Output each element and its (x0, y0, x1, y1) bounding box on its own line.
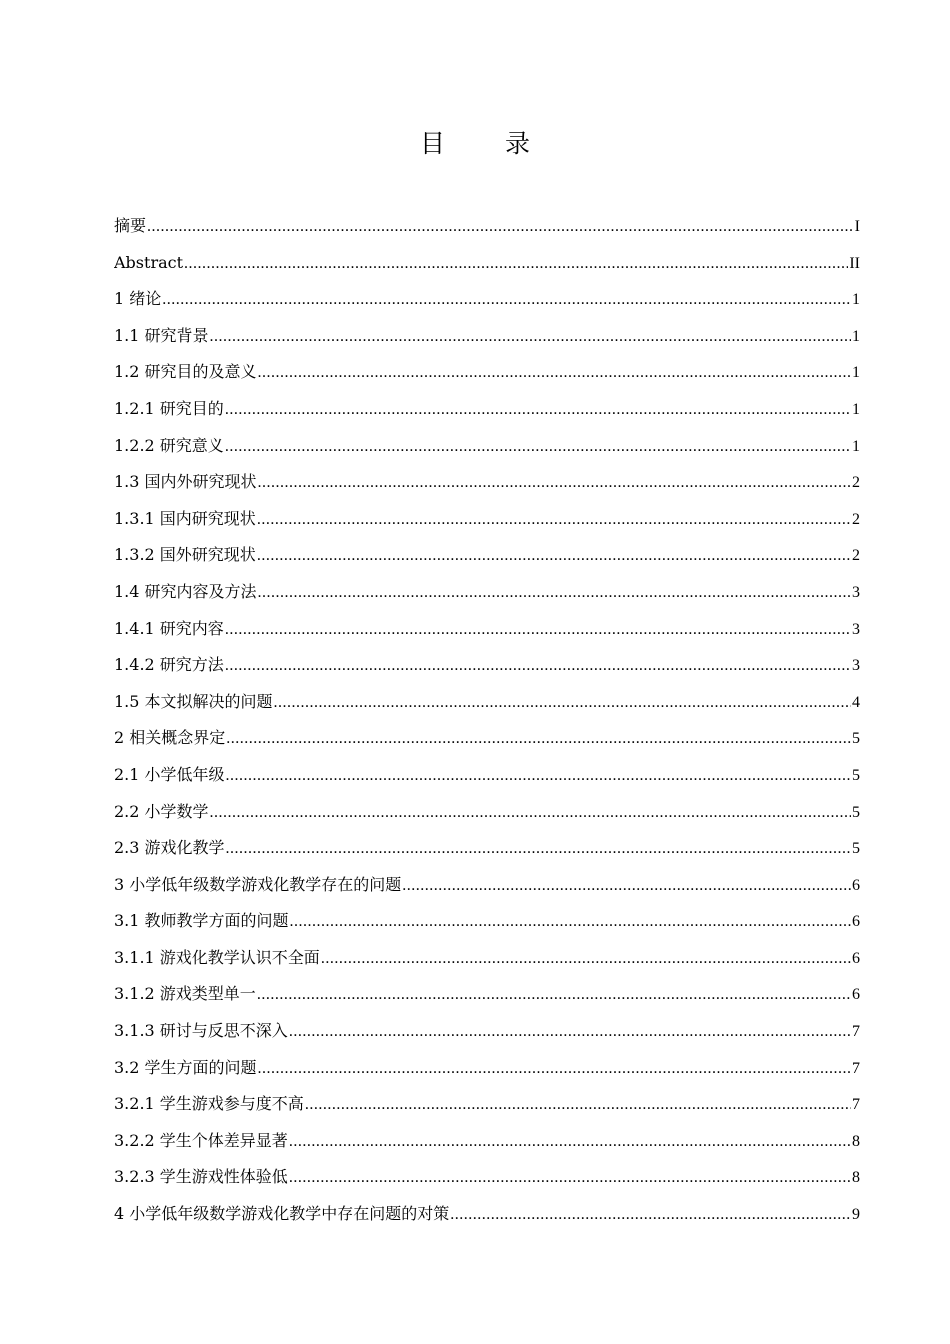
toc-entry-page-number: 6 (852, 876, 860, 894)
toc-entry[interactable] (114, 1196, 860, 1233)
toc-entry[interactable] (114, 1013, 860, 1050)
toc-entry-page-number: 8 (852, 1169, 860, 1187)
toc-entry-label: 1.2.1 研究目的 (114, 398, 224, 418)
toc-entry[interactable] (114, 830, 860, 867)
toc-entry-label: Abstract (114, 252, 184, 272)
toc-entry-page-number: 5 (852, 803, 860, 821)
toc-entry[interactable] (114, 1086, 860, 1123)
toc-dot-leader (258, 575, 851, 611)
toc-entry[interactable] (114, 501, 860, 538)
toc-entry[interactable] (114, 391, 860, 428)
toc-dot-leader (257, 977, 851, 1013)
toc-dot-leader (289, 1160, 851, 1196)
toc-dot-leader (210, 795, 851, 831)
toc-entry[interactable] (114, 757, 860, 794)
toc-entry-label: 1 绪论 (114, 289, 162, 309)
toc-entry-page-number: 3 (852, 657, 860, 675)
toc-entry-page-number: 6 (852, 986, 860, 1004)
toc-list (114, 208, 860, 1233)
toc-entry-label: 2.1 小学低年级 (114, 764, 225, 784)
toc-entry-label: 1.4.1 研究内容 (114, 618, 224, 638)
toc-entry-page-number: 6 (852, 949, 860, 967)
toc-entry-label: 1.5 本文拟解决的问题 (114, 691, 273, 711)
toc-dot-leader (258, 355, 851, 391)
toc-dot-leader (321, 941, 851, 977)
toc-entry-label: 2 相关概念界定 (114, 728, 226, 748)
toc-dot-leader (257, 538, 851, 574)
toc-entry-label: 3.1 教师教学方面的问题 (114, 911, 289, 931)
toc-entry-page-number: 2 (852, 547, 860, 565)
toc-entry-label: 3.1.3 研讨与反思不深入 (114, 1021, 288, 1041)
toc-entry[interactable] (114, 684, 860, 721)
toc-entry-label: 3 小学低年级数学游戏化教学存在的问题 (114, 874, 402, 894)
toc-entry[interactable] (114, 794, 860, 831)
toc-entry[interactable] (114, 1123, 860, 1160)
toc-entry-label: 3.2 学生方面的问题 (114, 1057, 257, 1077)
toc-entry-label: 1.3.2 国外研究现状 (114, 545, 256, 565)
toc-entry-page-number: 2 (852, 474, 860, 492)
toc-dot-leader (289, 1014, 851, 1050)
toc-entry[interactable] (114, 354, 860, 391)
toc-entry-label: 3.2.2 学生个体差异显著 (114, 1130, 288, 1150)
toc-entry-page-number: 9 (852, 1206, 860, 1224)
toc-entry-label: 1.4.2 研究方法 (114, 655, 224, 675)
toc-entry-label: 1.3.1 国内研究现状 (114, 508, 256, 528)
toc-dot-leader (147, 209, 854, 245)
toc-entry-page-number: 1 (852, 327, 860, 345)
toc-title: 目 录 (420, 129, 556, 158)
toc-entry[interactable] (114, 208, 860, 245)
toc-dot-leader (274, 685, 851, 721)
toc-dot-leader (210, 319, 851, 355)
toc-entry-page-number: 4 (852, 693, 860, 711)
toc-entry-page-number: 5 (852, 730, 860, 748)
toc-entry[interactable] (114, 464, 860, 501)
toc-entry[interactable] (114, 976, 860, 1013)
toc-entry-page-number: 7 (852, 1023, 860, 1041)
toc-dot-leader (226, 758, 851, 794)
toc-dot-leader (162, 282, 851, 318)
toc-entry[interactable] (114, 720, 860, 757)
toc-entry-label: 2.3 游戏化教学 (114, 838, 225, 858)
toc-entry-label: 摘要 (114, 216, 147, 235)
toc-entry-label: 3.1.1 游戏化教学认识不全面 (114, 947, 320, 967)
toc-entry[interactable] (114, 1050, 860, 1087)
toc-dot-leader (305, 1087, 851, 1123)
toc-entry-label: 2.2 小学数学 (114, 801, 209, 821)
toc-entry-page-number: 6 (852, 913, 860, 931)
toc-entry-page-number: 1 (852, 400, 860, 418)
toc-entry-page-number: 1 (852, 437, 860, 455)
toc-entry-label: 1.2 研究目的及意义 (114, 362, 257, 382)
toc-entry-label: 4 小学低年级数学游戏化教学中存在问题的对策 (114, 1204, 450, 1224)
toc-entry-page-number: II (849, 254, 860, 272)
toc-entry-label: 1.3 国内外研究现状 (114, 472, 257, 492)
toc-entry-page-number: 2 (852, 510, 860, 528)
toc-entry-label: 1.4 研究内容及方法 (114, 581, 257, 601)
toc-entry[interactable] (114, 903, 860, 940)
toc-dot-leader (289, 1124, 851, 1160)
toc-entry[interactable] (114, 647, 860, 684)
toc-dot-leader (290, 904, 851, 940)
toc-dot-leader (225, 612, 851, 648)
toc-dot-leader (226, 831, 851, 867)
toc-entry-page-number: 3 (852, 620, 860, 638)
toc-entry-page-number: 1 (852, 291, 860, 309)
toc-entry[interactable] (114, 1159, 860, 1196)
toc-dot-leader (450, 1197, 851, 1233)
toc-entry-page-number: 5 (852, 766, 860, 784)
toc-dot-leader (225, 648, 851, 684)
toc-entry[interactable] (114, 611, 860, 648)
toc-entry[interactable] (114, 867, 860, 904)
toc-entry-page-number: 7 (852, 1059, 860, 1077)
toc-dot-leader (258, 465, 851, 501)
toc-dot-leader (258, 1051, 851, 1087)
toc-entry-page-number: 8 (852, 1132, 860, 1150)
toc-dot-leader (226, 721, 851, 757)
toc-dot-leader (184, 246, 848, 282)
toc-dot-leader (402, 868, 851, 904)
toc-dot-leader (225, 429, 851, 465)
toc-entry[interactable] (114, 428, 860, 465)
toc-entry[interactable] (114, 574, 860, 611)
toc-entry[interactable] (114, 537, 860, 574)
toc-entry-page-number: 3 (852, 583, 860, 601)
toc-dot-leader (225, 392, 851, 428)
toc-entry-label: 3.2.1 学生游戏参与度不高 (114, 1094, 304, 1114)
toc-dot-leader (257, 502, 851, 538)
toc-entry-page-number: 1 (852, 364, 860, 382)
toc-entry-label: 3.1.2 游戏类型单一 (114, 984, 256, 1004)
toc-entry-label: 1.1 研究背景 (114, 325, 209, 345)
toc-entry-page-number: 7 (852, 1096, 860, 1114)
toc-entry-label: 3.2.3 学生游戏性体验低 (114, 1167, 288, 1187)
toc-entry[interactable] (114, 281, 860, 318)
toc-entry[interactable] (114, 318, 860, 355)
toc-entry-page-number: I (854, 218, 860, 235)
toc-entry[interactable] (114, 245, 860, 282)
toc-entry[interactable] (114, 940, 860, 977)
toc-entry-page-number: 5 (852, 840, 860, 858)
toc-entry-label: 1.2.2 研究意义 (114, 435, 224, 455)
